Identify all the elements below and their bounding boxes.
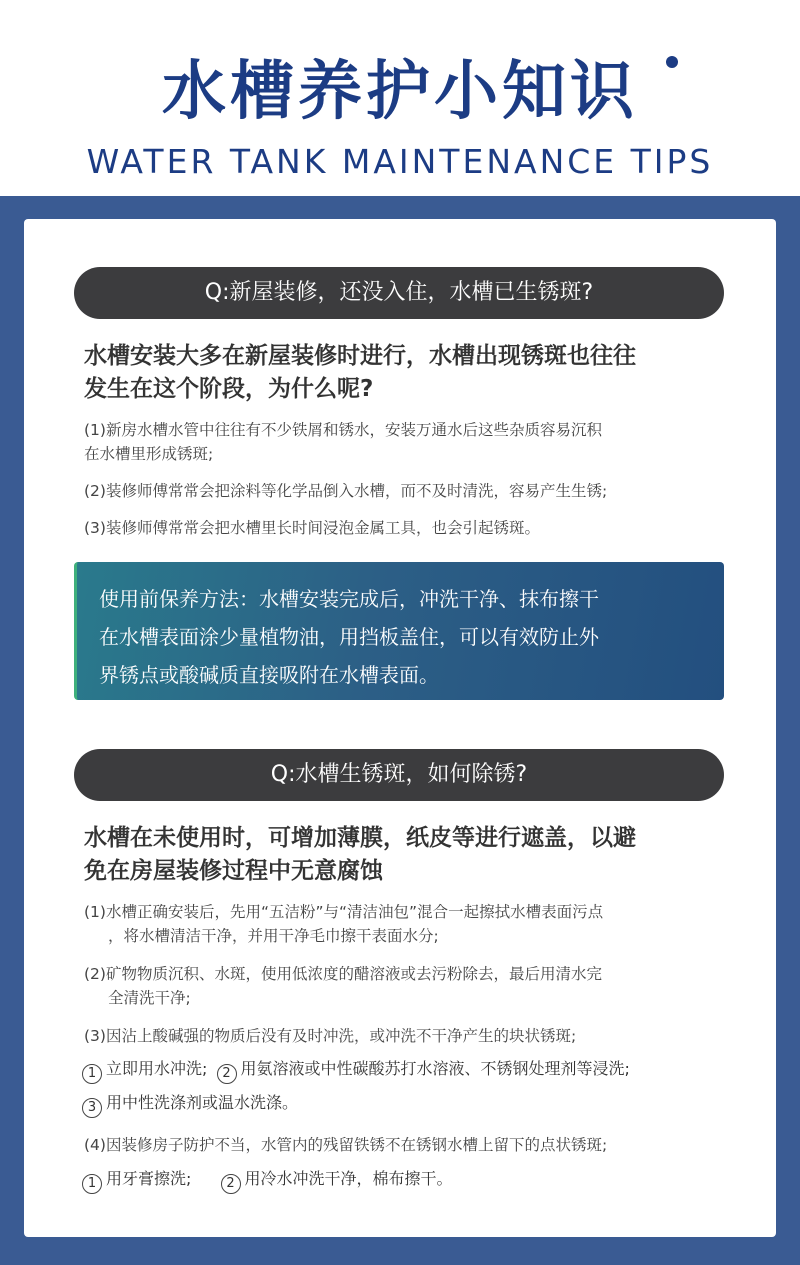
section2-item-4 (84, 1133, 744, 1157)
item-text: 装修师傅常常会把水槽里长时间浸泡金属工具，也会引起锈斑。 (105, 519, 540, 537)
item-text: 新房水槽水管中往往有不少铁屑和锈水，安装万通水后这些杂质容易沉积 (105, 421, 602, 439)
question-pill-1: Q:新屋装修，还没入住，水槽已生锈斑? (74, 267, 724, 319)
item-text: (2)矿物物质沉积、水斑，使用低浓度的醋溶液或去污粉除去，最后用清水完 (84, 965, 602, 983)
item3-steps-row-1 (82, 1055, 762, 1084)
section2-item-2 (84, 962, 744, 1010)
section1-item-2 (84, 479, 744, 503)
circled-number: 3 (82, 1098, 102, 1118)
section1-lead-line2: 发生在这个阶段，为什么呢? (84, 376, 374, 402)
step-text: 用氨溶液或中性碳酸苏打水溶液、不锈钢处理剂等浸洗; (240, 1059, 630, 1078)
circled-number: 2 (217, 1064, 237, 1084)
tip-line-2: 在水槽表面涂少量植物油，用挡板盖住，可以有效防止外 (99, 625, 599, 649)
question-pill-2: Q:水槽生锈斑，如何除锈? (74, 749, 724, 801)
item-text-cont: 在水槽里形成锈斑; (84, 445, 214, 463)
section2-lead-line2: 免在房屋装修过程中无意腐蚀 (84, 858, 383, 884)
step-text: 用中性洗涤剂或温水洗涤。 (106, 1093, 299, 1112)
circled-number: 1 (82, 1174, 102, 1194)
item3-steps-row-2 (82, 1089, 762, 1118)
item4-steps-row (82, 1165, 762, 1194)
maintenance-tip-box (74, 562, 724, 700)
item-text: 装修师傅常常会把涂料等化学品倒入水槽，而不及时清洗，容易产生生锈; (105, 482, 608, 500)
tip-line-3: 界锈点或酸碱质直接吸附在水槽表面。 (99, 663, 439, 687)
title-dot-decoration (666, 56, 678, 68)
step-text: 用冷水冲洗干净，棉布擦干。 (244, 1169, 453, 1188)
item-text: (1)水槽正确安装后，先用“五洁粉”与“清洁油包”混合一起擦拭水槽表面污点 (84, 903, 604, 921)
item-text-cont: 全清洗干净; (108, 989, 191, 1007)
section1-item-1 (84, 418, 744, 466)
item-text-cont: ，将水槽清洁干净，并用干净毛巾擦干表面水分; (108, 927, 439, 945)
item-text: (3)因沾上酸碱强的物质后没有及时冲洗，或冲洗不干净产生的块状锈斑; (84, 1027, 577, 1045)
page-subtitle: WATER TANK MAINTENANCE TIPS (86, 142, 714, 181)
section2-item-1 (84, 900, 744, 948)
item-prefix: (2) (84, 482, 106, 500)
circled-number: 1 (82, 1064, 102, 1084)
circled-number: 2 (221, 1174, 241, 1194)
item-prefix: (3) (84, 519, 106, 537)
section2-item-3 (84, 1024, 744, 1048)
page-header (0, 0, 800, 196)
section1-lead-line1: 水槽安装大多在新屋装修时进行，水槽出现锈斑也往往 (84, 343, 636, 369)
step-text: 立即用水冲洗; (106, 1059, 208, 1078)
item-prefix: (1) (84, 421, 106, 439)
tip-line-1: 使用前保养方法：水槽安装完成后，冲洗干净、抹布擦干 (99, 587, 599, 611)
section2-lead-line1: 水槽在未使用时，可增加薄膜，纸皮等进行遮盖，以避 (84, 825, 636, 851)
page-title: 水槽养护小知识 (162, 55, 638, 129)
item-text: (4)因装修房子防护不当，水管内的残留铁锈不在锈钢水槽上留下的点状锈斑; (84, 1136, 608, 1154)
step-text: 用牙膏擦洗; (106, 1169, 192, 1188)
section1-item-3 (84, 516, 744, 540)
